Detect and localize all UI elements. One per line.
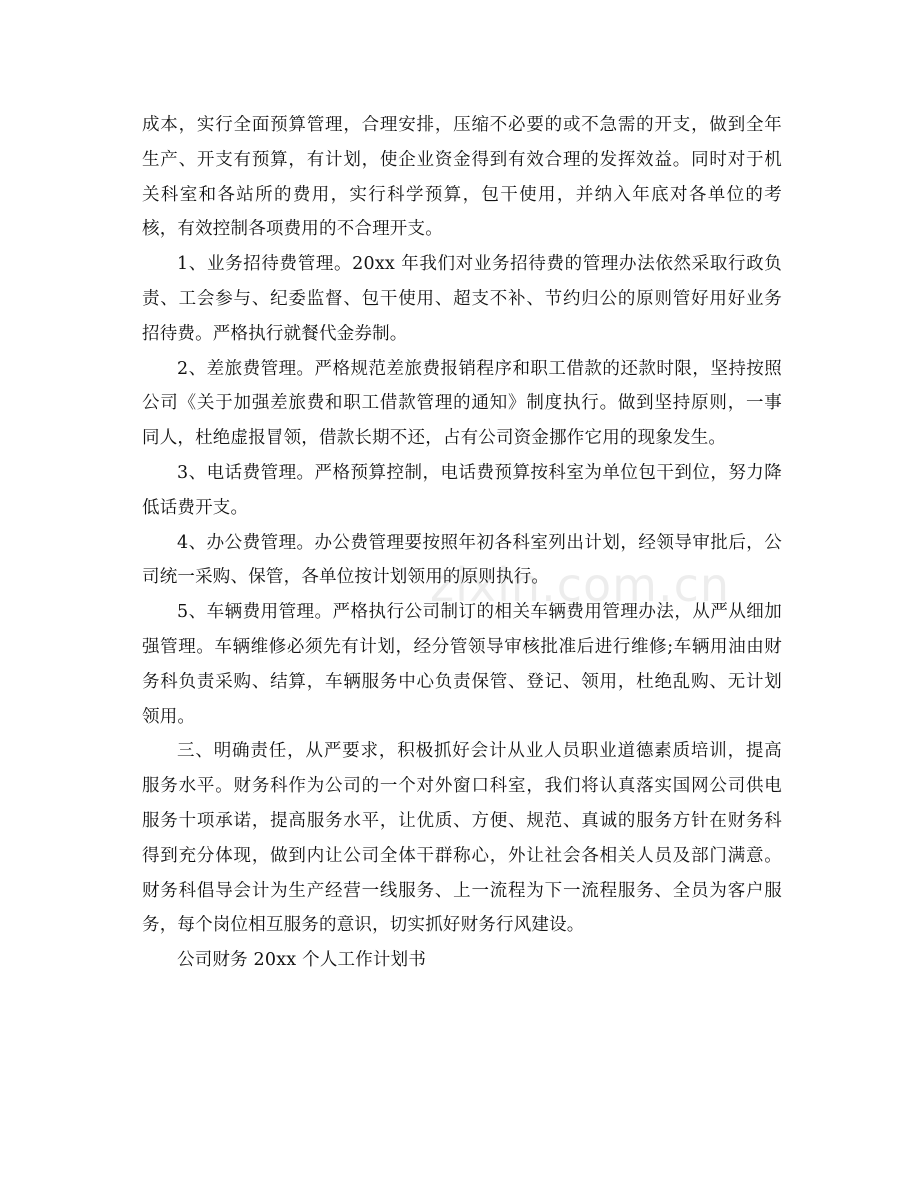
text-line: 服务水平。财务科作为公司的一个对外窗口科室，我们将认真落实国网公司供电 — [142, 776, 782, 797]
paragraph-start-line: 2、差旅费管理。严格规范差旅费报销程序和职工借款的还款时限，坚持按照 — [177, 358, 782, 379]
text-line: 招待费。严格执行就餐代金券制。 — [142, 323, 408, 344]
text-line: 关科室和各站所的费用，实行科学预算，包干使用，并纳入年底对各单位的考 — [142, 184, 782, 205]
text-line: 财务科倡导会计为生产经营一线服务、上一流程为下一流程服务、全员为客户服 — [142, 880, 782, 901]
text-line: 务科负责采购、结算，车辆服务中心负责保管、登记、领用，杜绝乱购、无计划 — [142, 671, 782, 692]
paragraph-start-line: 5、车辆费用管理。严格执行公司制订的相关车辆费用管理办法，从严从细加 — [177, 602, 782, 623]
text-line: 生产、开支有预算，有计划，使企业资金得到有效合理的发挥效益。同时对于机 — [142, 149, 782, 170]
text-line: 公司《关于加强差旅费和职工借款管理的通知》制度执行。做到坚持原则，一事 — [142, 393, 782, 414]
text-line: 司统一采购、保管，各单位按计划领用的原则执行。 — [142, 567, 550, 588]
watermark-text: zixin.com.cn — [430, 558, 731, 612]
text-line: 成本，实行全面预算管理，合理安排，压缩不必要的或不急需的开支，做到全年 — [142, 115, 782, 135]
text-line: 服务十项承诺，提高服务水平，让优质、方便、规范、真诚的服务方针在财务科 — [142, 810, 782, 831]
paragraph-start-line: 三、明确责任，从严要求，积极抓好会计从业人员职业道德素质培训，提高 — [177, 741, 782, 762]
text-line: 低话费开支。 — [142, 497, 249, 518]
body-text — [142, 108, 782, 978]
paragraph-start-line: 4、办公费管理。办公费管理要按照年初各科室列出计划，经领导审批后，公 — [177, 532, 782, 553]
text-line: 得到充分体现，做到内让公司全体干群称心，外让社会各相关人员及部门满意。 — [142, 845, 782, 866]
paragraph-start-line: 3、电话费管理。严格预算控制，电话费预算按科室为单位包干到位，努力降 — [177, 462, 782, 483]
text-line: 同人，杜绝虚报冒领，借款长期不还，占有公司资金挪作它用的现象发生。 — [142, 428, 727, 449]
text-line: 领用。 — [142, 706, 196, 727]
paragraph-start-line: 1、业务招待费管理。20xx 年我们对业务招待费的管理办法依然采取行政负 — [177, 254, 782, 275]
text-line: 责、工会参与、纪委监督、包干使用、超支不补、节约归公的原则管好用好业务 — [142, 288, 782, 309]
text-line: 强管理。车辆维修必须先有计划，经分管领导审核批准后进行维修;车辆用油由财 — [142, 636, 782, 657]
text-line: 务，每个岗位相互服务的意识，切实抓好财务行风建设。 — [142, 915, 585, 936]
text-line: 核，有效控制各项费用的不合理开支。 — [142, 219, 443, 240]
document-title-line: 公司财务 20xx 个人工作计划书 — [177, 950, 427, 971]
